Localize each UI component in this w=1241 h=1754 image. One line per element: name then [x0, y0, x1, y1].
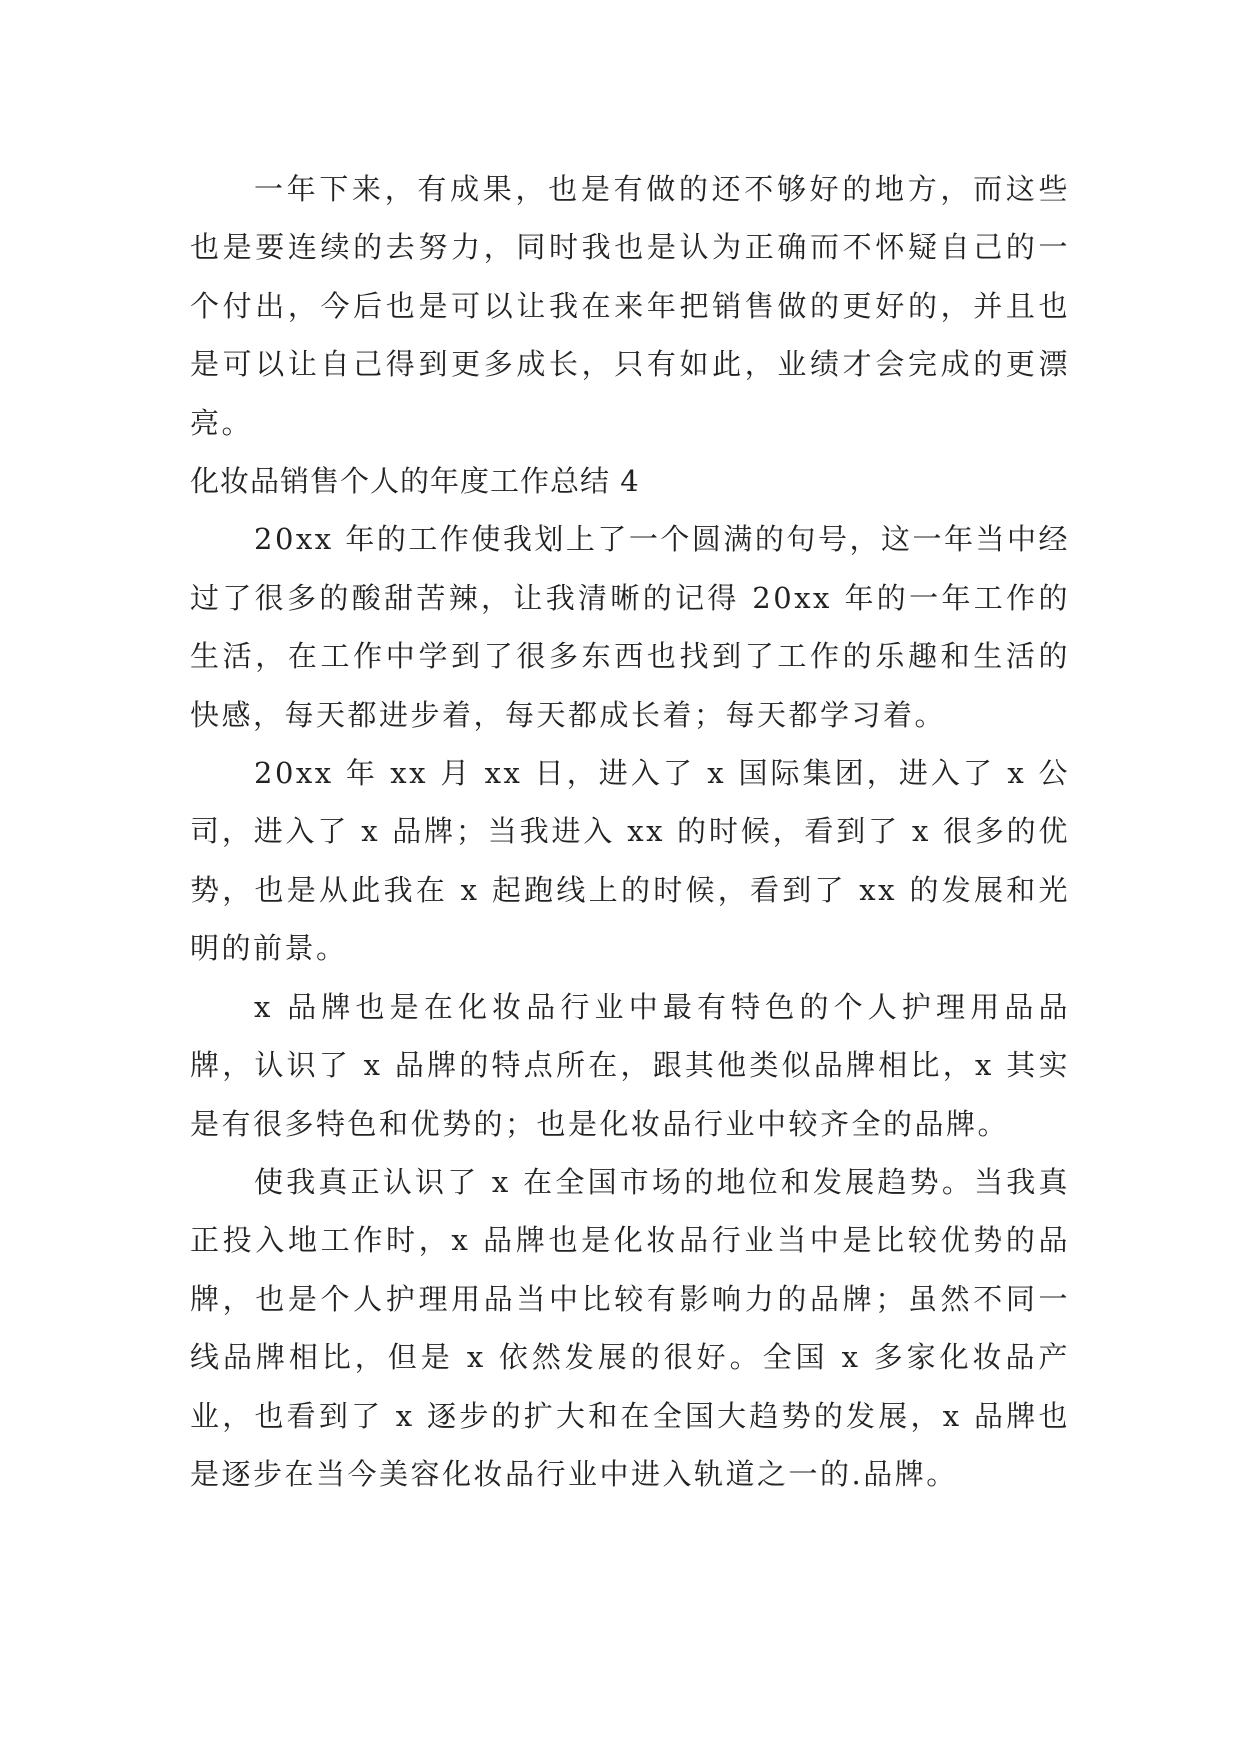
document-page	[190, 160, 1070, 1503]
intro-paragraph: 一年下来，有成果，也是有做的还不够好的地方，而这些也是要连续的去努力，同时我也是认为正确而不怀疑自己的一个付出，今后也是可以让我在来年把销售做的更好的，并且也是可以让自己得到更多成长，只有如此，业绩才会完成的更漂亮。	[190, 172, 1070, 440]
body-paragraph-3: x 品牌也是在化妆品行业中最有特色的个人护理用品品牌，认识了 x 品牌的特点所在，跟其他类似品牌相比，x 其实是有很多特色和优势的；也是化妆品行业中较齐全的品牌。	[190, 989, 1070, 1141]
body-paragraph-2: 20xx 年 xx 月 xx 日，进入了 x 国际集团，进入了 x 公司，进入了 x 品牌；当我进入 xx 的时候，看到了 x 很多的优势，也是从此我在 x 起跑线上的时候，看到了 xx 的发展和光明的前景。	[190, 756, 1070, 966]
body-paragraph-4: 使我真正认识了 x 在全国市场的地位和发展趋势。当我真正投入地工作时，x 品牌也是化妆品行业当中是比较优势的品牌，也是个人护理用品当中比较有影响力的品牌；虽然不同一线品牌相比，但是 x 依然发展的很好。全国 x 多家化妆品产业，也看到了 x 逐步的扩大和在全国大趋势的发展，x 品牌也是逐步在当今美容化妆品行业中进入轨道之一的.品牌。	[190, 1164, 1070, 1491]
body-paragraph-1: 20xx 年的工作使我划上了一个圆满的句号，这一年当中经过了很多的酸甜苦辣，让我清晰的记得 20xx 年的一年工作的生活，在工作中学到了很多东西也找到了工作的乐趣和生活的快感，每天都进步着，每天都成长着；每天都学习着。	[190, 522, 1070, 732]
section-title: 化妆品销售个人的年度工作总结 4	[190, 464, 640, 499]
